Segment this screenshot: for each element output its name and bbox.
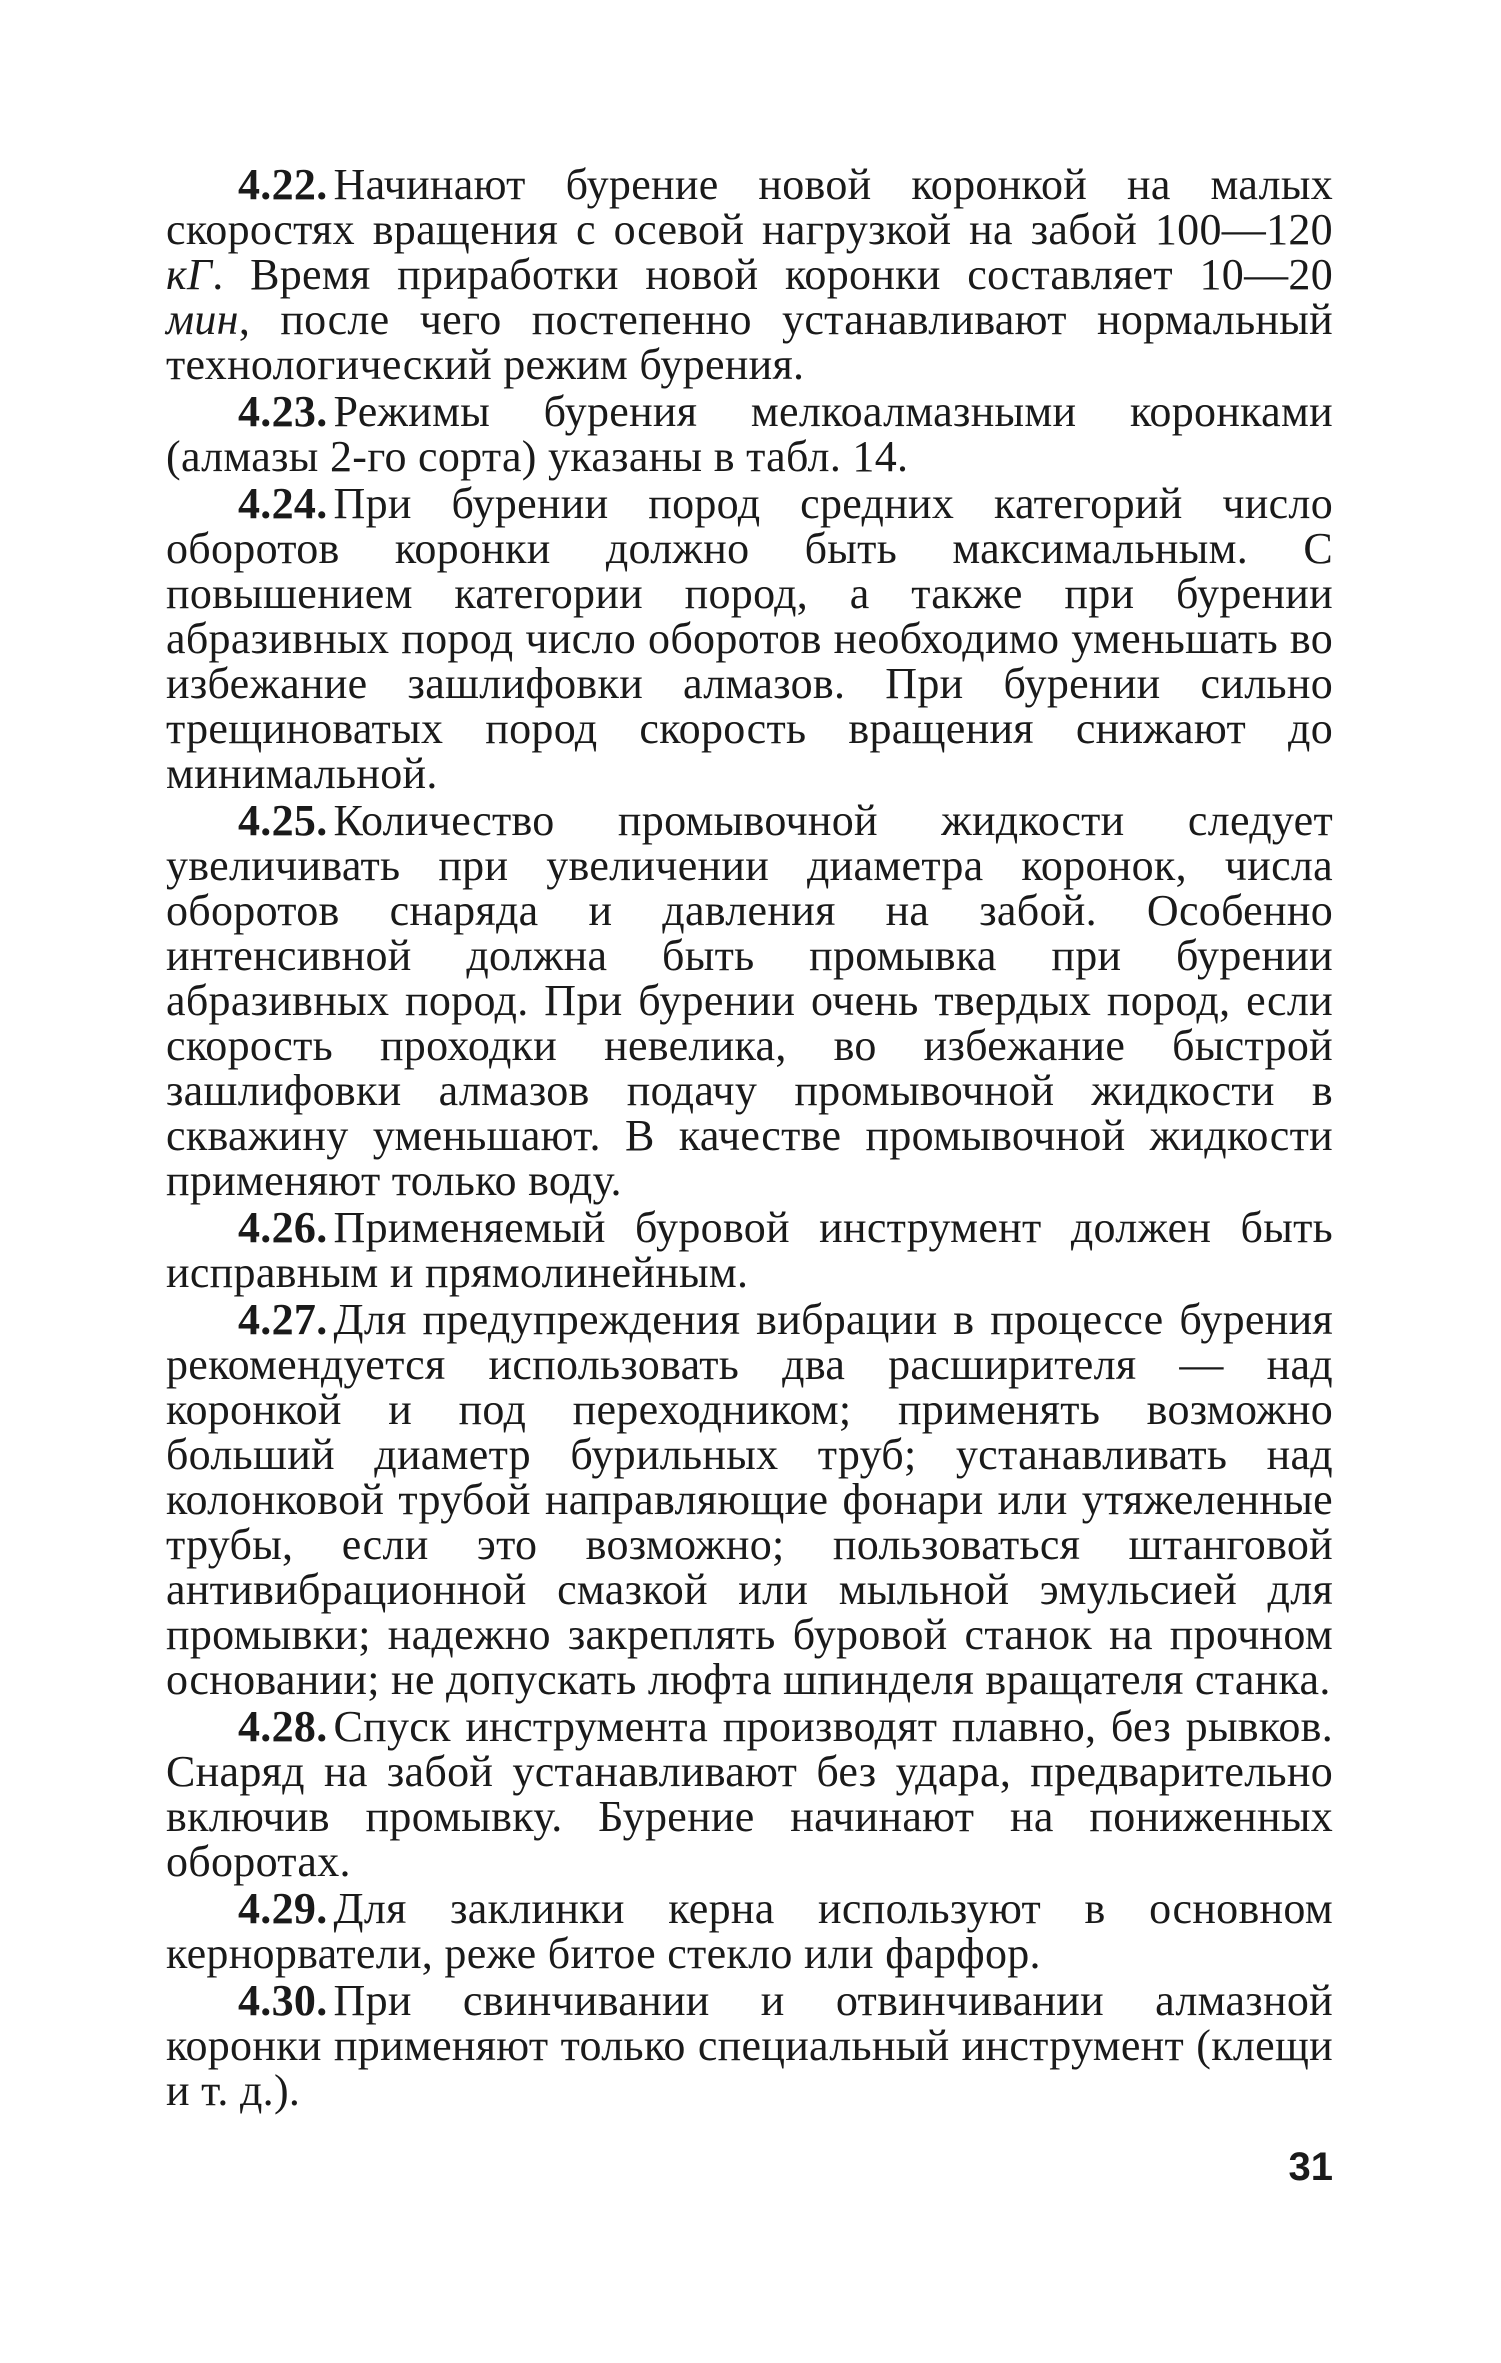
paragraph-text: Для заклинки керна используют в основном кернорватели, реже битое стекло или фарфор.	[166, 1884, 1333, 1978]
page-number: 31	[1288, 2145, 1333, 2189]
paragraph	[166, 1297, 1333, 1702]
paragraph-text: Количество промывочной жидкости следует увеличивать при увеличении диаметра коронок, числа оборотов снаряда и давления на забой. Особенно интенсивной должна быть промывка при бурении абразивных пород. При бурении очень твердых пород, если скорость проходки невелика, во избежание быстрой зашлифовки алмазов подачу промывочной жидкости в скважину уменьшают. В качестве промывочной жидкости применяют только воду.	[166, 796, 1333, 1205]
paragraph-number: 4.26.	[238, 1203, 328, 1252]
paragraph	[166, 162, 1333, 387]
paragraph-number: 4.22.	[238, 160, 328, 209]
paragraph-number: 4.29.	[238, 1884, 328, 1933]
document-body	[166, 162, 1333, 2115]
paragraph-text: Режимы бурения мелкоалмазными коронками (алмазы 2-го сорта) указаны в табл. 14.	[166, 387, 1333, 481]
paragraph-number: 4.24.	[238, 479, 328, 528]
paragraph-text: При бурении пород средних категорий число оборотов коронки должно быть максимальным. С повышением категории пород, а также при бурении абразивных пород число оборотов необходимо уменьшать во избежание зашлифовки алмазов. При бурении сильно трещиноватых пород скорость вращения снижают до минимальной.	[166, 479, 1333, 798]
paragraph-text: Для предупреждения вибрации в процессе бурения рекомендуется использовать два расширителя — над коронкой и под переходником; применять возможно больший диаметр бурильных труб; устанавливать над колонковой трубой направляющие фонари или утяжеленные трубы, если это возможно; пользоваться штанговой антивибрационной смазкой или мыльной эмульсией для промывки; надежно закреплять буровой станок на прочном основании; не допускать люфта шпинделя вращателя станка.	[166, 1295, 1333, 1704]
paragraph	[166, 1886, 1333, 1976]
paragraph-number: 4.30.	[238, 1976, 328, 2025]
paragraph-text: . Время приработки новой коронки составляет 10—20	[212, 250, 1333, 299]
paragraph-number: 4.27.	[238, 1295, 328, 1344]
paragraph	[166, 1704, 1333, 1884]
paragraph	[166, 1978, 1333, 2113]
paragraph	[166, 798, 1333, 1203]
paragraph-number: 4.23.	[238, 387, 328, 436]
paragraph-number: 4.28.	[238, 1702, 328, 1751]
paragraph-text: Спуск инструмента производят плавно, без рывков. Снаряд на забой устанавливают без удара, предварительно включив промывку. Бурение начинают на пониженных оборотах.	[166, 1702, 1333, 1886]
paragraph	[166, 389, 1333, 479]
paragraph-text: , после чего постепенно устанавливают нормальный технологический режим бурения.	[166, 295, 1333, 389]
paragraph-text: Начинают бурение новой коронкой на малых скоростях вращения с осевой нагрузкой на забой 100—120	[166, 160, 1333, 254]
paragraph-text: Применяемый буровой инструмент должен быть исправным и прямолинейным.	[166, 1203, 1333, 1297]
paragraph-text: При свинчивании и отвинчивании алмазной коронки применяют только специальный инструмент (клещи и т. д.).	[166, 1976, 1333, 2115]
paragraph	[166, 481, 1333, 796]
unit-text: кГ	[166, 250, 213, 299]
paragraph	[166, 1205, 1333, 1295]
unit-text: мин	[166, 295, 239, 344]
paragraph-number: 4.25.	[238, 796, 328, 845]
